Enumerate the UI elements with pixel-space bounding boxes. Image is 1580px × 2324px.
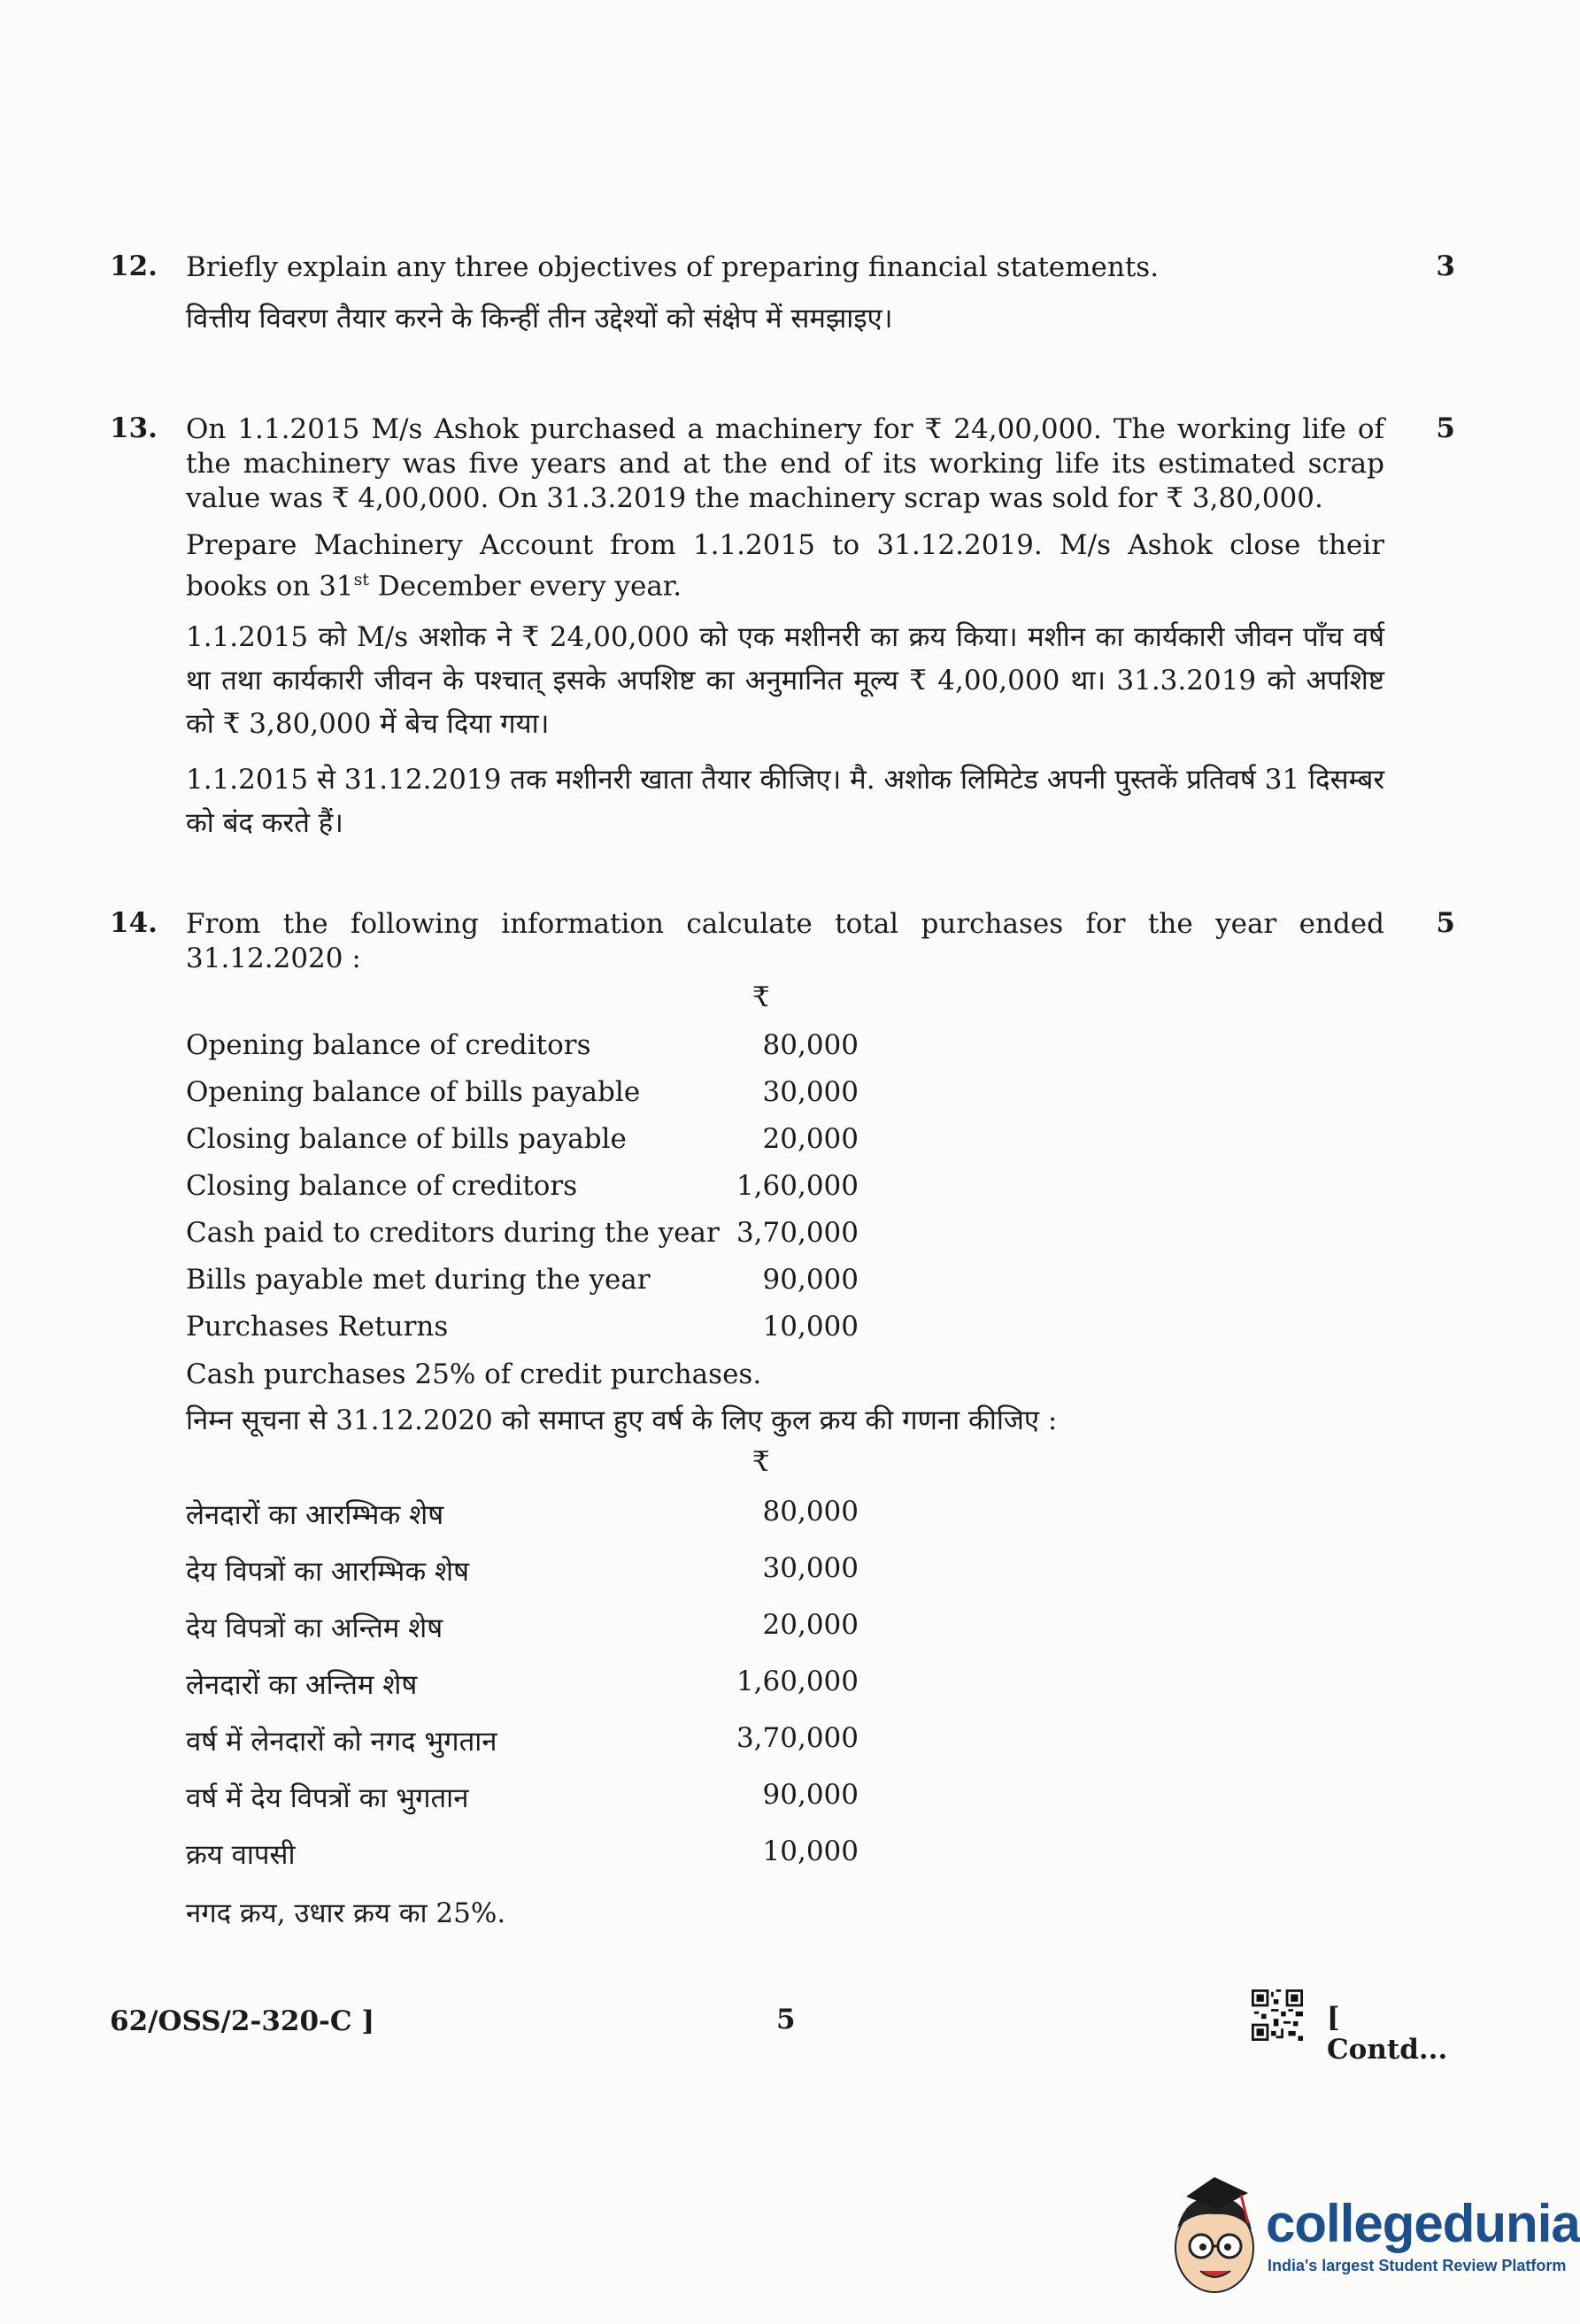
page-footer <box>110 1989 1455 2066</box>
row-amount: 10,000 <box>762 1311 859 1343</box>
row-amount: 30,000 <box>762 1552 859 1584</box>
row-amount: 80,000 <box>762 1496 859 1528</box>
question-13 <box>110 412 1455 858</box>
row-label: लेनदारों का आरम्भिक शेष <box>186 1499 444 1531</box>
table-row <box>186 1489 859 1545</box>
question-text-hi: वित्तीय विवरण तैयार करने के किन्हीं तीन उद्देश्यों को संक्षेप में समझाइए। <box>186 303 893 335</box>
table-row <box>186 1305 859 1352</box>
table-row <box>186 1602 859 1658</box>
row-label: Opening balance of creditors <box>186 1029 591 1061</box>
continued-label: [ Contd... <box>1327 2002 1448 2066</box>
row-amount: 3,70,000 <box>736 1722 859 1754</box>
question-text-en: On 1.1.2015 M/s Ashok purchased a machinery for ₹ 24,00,000. The working life of the machinery was five years and at the end of its working life its estimated scrap value was ₹ 4,00,000. On 31.3.2019 the machinery scrap was sold for ₹ 3,80,000. <box>186 413 1384 514</box>
question-text-en: From the following information calculate total purchases for the year ended 31.12.2020 : <box>186 908 1384 974</box>
question-instruction-hi: 1.1.2015 से 31.12.2019 तक मशीनरी खाता तैयार कीजिए। मै. अशोक लिमिटेड अपनी पुस्तकें प्रतिवर्ष 31 दिसम्बर को बंद करते हैं। <box>186 764 1384 840</box>
row-label: देय विपत्रों का आरम्भिक शेष <box>186 1556 469 1588</box>
question-number: 13. <box>110 412 158 444</box>
question-marks: 3 <box>1436 250 1455 282</box>
row-label: Closing balance of creditors <box>186 1170 578 1202</box>
row-amount: 10,000 <box>762 1835 859 1867</box>
row-amount: 1,60,000 <box>736 1666 859 1697</box>
row-label: क्रय वापसी <box>186 1839 296 1871</box>
table-row <box>186 1545 859 1602</box>
row-label: Closing balance of bills payable <box>186 1123 627 1155</box>
question-text-hi: 1.1.2015 को M/s अशोक ने ₹ 24,00,000 को एक मशीनरी का क्रय किया। मशीन का कार्यकारी जीवन पाँच वर्ष था तथा कार्यकारी जीवन के पश्चात् इसके अपशिष्ट का अनुमानित मूल्य ₹ 4,00,000 था। 31.3.2019 को अपशिष्ट को ₹ 3,80,000 में बेच दिया गया। <box>186 621 1384 741</box>
data-table-en <box>186 978 859 1352</box>
collegedunia-logo <box>1160 2159 1580 2310</box>
row-amount: 3,70,000 <box>736 1217 859 1249</box>
table-note-en: Cash purchases 25% of credit purchases. <box>186 1358 762 1390</box>
question-number: 12. <box>110 250 158 282</box>
row-amount: 20,000 <box>762 1123 859 1155</box>
row-amount: 90,000 <box>762 1264 859 1296</box>
question-text-en: Briefly explain any three objectives of preparing financial statements. <box>186 251 1160 283</box>
table-row <box>186 1715 859 1772</box>
row-amount: 20,000 <box>762 1609 859 1641</box>
row-label: Bills payable met during the year <box>186 1264 651 1296</box>
table-note-hi: नगद क्रय, उधार क्रय का 25%. <box>186 1897 506 1929</box>
question-number: 14. <box>110 907 158 939</box>
question-12 <box>110 250 1455 353</box>
table-row <box>186 1071 859 1118</box>
logo-tagline: India's largest Student Review Platform <box>1268 2257 1567 2274</box>
paper-code: 62/OSS/2-320-C ] <box>110 2005 375 2037</box>
mascot-icon <box>1160 2159 1266 2310</box>
row-label: वर्ष में लेनदारों को नगद भुगतान <box>186 1726 497 1758</box>
row-label: वर्ष में देय विपत्रों का भुगतान <box>186 1782 469 1814</box>
row-amount: 1,60,000 <box>736 1170 859 1202</box>
row-amount: 30,000 <box>762 1076 859 1108</box>
table-row <box>186 1165 859 1212</box>
question-text-hi: निम्न सूचना से 31.12.2020 को समाप्त हुए वर्ष के लिए कुल क्रय की गणना कीजिए : <box>186 1404 1058 1436</box>
row-label: देय विपत्रों का अन्तिम शेष <box>186 1612 443 1644</box>
question-14 <box>110 907 1455 1948</box>
row-label: Opening balance of bills payable <box>186 1076 641 1108</box>
row-label: Cash paid to creditors during the year <box>186 1217 720 1249</box>
table-row <box>186 1658 859 1715</box>
row-label: लेनदारों का अन्तिम शेष <box>186 1669 418 1701</box>
row-label: Purchases Returns <box>186 1311 449 1343</box>
table-row <box>186 1258 859 1305</box>
currency-symbol: ₹ <box>752 981 770 1013</box>
data-table-hi <box>186 1443 859 1885</box>
page-number: 5 <box>776 2004 796 2035</box>
currency-symbol: ₹ <box>752 1446 770 1478</box>
table-row <box>186 1828 859 1885</box>
table-row <box>186 1212 859 1258</box>
question-marks: 5 <box>1436 412 1455 444</box>
table-row <box>186 1772 859 1828</box>
qr-code-icon <box>1252 1989 1303 2041</box>
question-marks: 5 <box>1436 907 1455 939</box>
row-amount: 80,000 <box>762 1029 859 1061</box>
table-row <box>186 1024 859 1071</box>
row-amount: 90,000 <box>762 1779 859 1811</box>
table-row <box>186 1118 859 1165</box>
question-instruction-en: Prepare Machinery Account from 1.1.2015 to 31.12.2019. M/s Ashok close their books on 31st December every year. <box>186 529 1384 603</box>
logo-brand-text: collegedunia <box>1266 2194 1580 2253</box>
